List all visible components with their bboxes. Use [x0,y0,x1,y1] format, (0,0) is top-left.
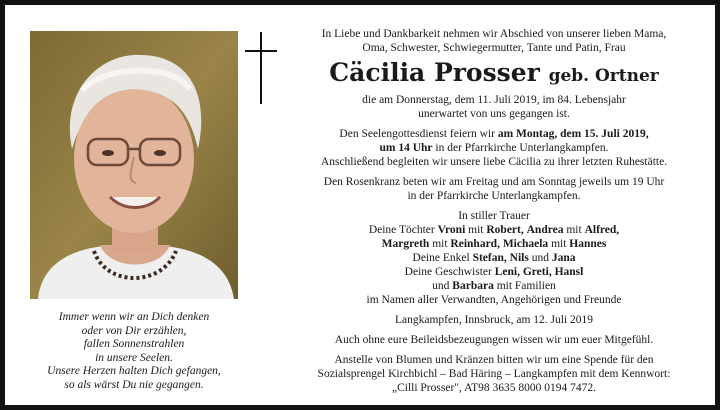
poem-line: fallen Sonnenstrahlen [83,338,185,351]
grandchild-name: Nils [509,252,529,264]
mass-after: Anschließend begleiten wir unsere liebe Cäcilia zu ihrer letzten Ruhestätte. [320,156,668,168]
intro-line: In Liebe und Dankbarkeit nehmen wir Abschied von unserer lieben Mama, [321,28,667,40]
siblings-line [277,265,711,279]
connector: und [531,252,549,264]
grandchild-name: Stefan, [472,252,507,264]
sibling-name: Barbara [452,280,494,292]
grandchild-name: Jana [551,252,576,264]
poem-line: oder von Dir erzählen, [81,324,187,337]
thanks-line: Auch ohne eure Beileidsbezeugungen wissen wir um euer Mitgefühl. [334,334,654,346]
place-date: Langkampfen, Innsbruck, am 12. Juli 2019 [394,314,593,326]
donation-line: „Cilli Prosser", AT98 3635 8000 0194 7472. [391,382,597,394]
deceased-name [277,58,711,91]
mass-place: in der Pfarrkirche Unterlangkampfen. [435,142,609,154]
connector: mit [551,238,567,250]
birth-name: geb. Ortner [548,66,659,86]
mass-time: um 14 Uhr [379,142,433,154]
sibling-name: Hansl [554,266,584,278]
connector: mit [432,238,448,250]
partner-name: Alfred, [584,224,620,236]
daughter-name: Michaela [502,238,549,250]
siblings-label: Deine Geschwister [404,266,492,278]
donation-line: Anstelle von Blumen und Kränzen bitten wir um eine Spende für den [334,354,654,366]
daughters-line [277,237,711,251]
connector: mit [566,224,582,236]
death-line: unerwartet von uns gegangen ist. [418,108,570,120]
mass-pre: Den Seelengottesdienst feiern wir [339,128,495,140]
mourners-heading: In stiller Trauer [458,210,530,222]
intro-line: Oma, Schwester, Schwiegermutter, Tante und Patin, Frau [362,42,626,54]
sibling-name: Leni, [494,266,520,278]
siblings-line [277,279,711,293]
daughters-label: Deine Töchter [368,224,435,236]
grandchildren-line [277,251,711,265]
poem-line: in unsere Seelen. [95,351,173,364]
latin-cross-icon [245,32,277,104]
sibling-name: Greti, [522,266,552,278]
connector: mit [468,224,484,236]
portrait-photo [30,31,238,299]
donation-line: Sozialsprengel Kirchbichl – Bad Häring – Langkampfen mit dem Kennwort: [317,368,671,380]
grandchildren-label: Deine Enkel [412,252,470,264]
partner-name: Reinhard, [450,238,500,250]
poem-line: Unsere Herzen halten Dich gefangen, [47,365,221,378]
death-line: die am Donnerstag, dem 11. Juli 2019, im 84. Lebensjahr [362,94,626,106]
mass-date: am Montag, dem 15. Juli 2019, [497,128,649,140]
daughter-name: Margreth [381,238,430,250]
daughter-name: Vroni [437,224,466,236]
partner-name: Robert, [486,224,524,236]
siblings-tail: mit Familien [496,280,556,292]
poem-line: so als wärst Du nie gegangen. [64,378,204,391]
daughters-line [277,223,711,237]
memorial-poem [30,311,238,393]
poem-line: Immer wenn wir an Dich denken [58,311,210,323]
deceased-full-name: Cäcilia Prosser [329,58,540,87]
notice-text [277,27,711,395]
rosary-line: in der Pfarrkirche Unterlangkampfen. [407,190,581,202]
mourners-closing: im Namen aller Verwandten, Angehörigen und Freunde [366,294,622,306]
connector: und [432,280,450,292]
mass-line [277,141,711,155]
daughter-name: Andrea [526,224,564,236]
mass-line [277,127,711,141]
rosary-line: Den Rosenkranz beten wir am Freitag und am Sonntag jeweils um 19 Uhr [323,176,665,188]
partner-name: Hannes [569,238,607,250]
